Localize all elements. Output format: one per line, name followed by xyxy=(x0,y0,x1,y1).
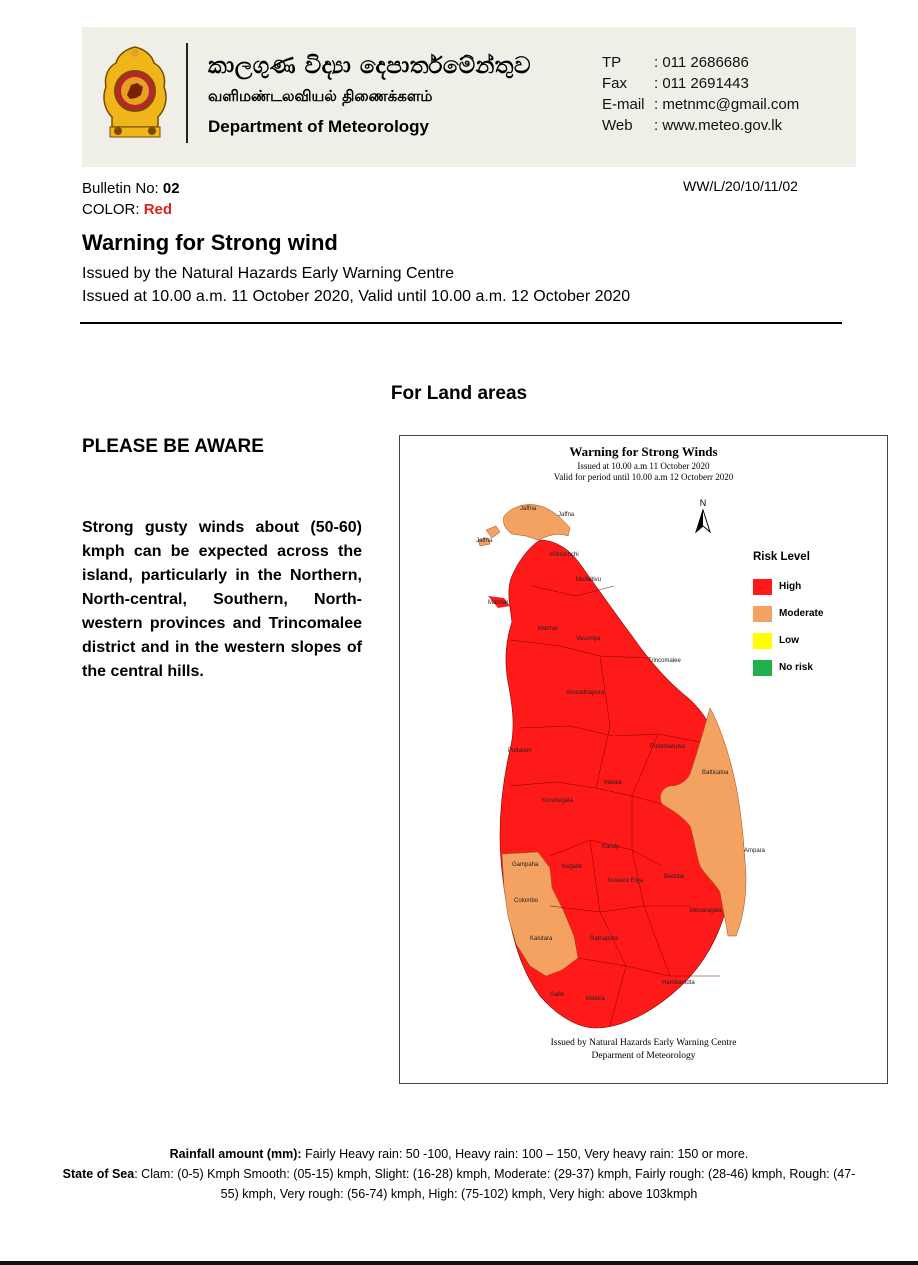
label-mullaitivu: Mullaitivu xyxy=(576,577,602,583)
contact-value[interactable]: : metnmc@gmail.com xyxy=(654,96,800,113)
legend-swatch-moderate xyxy=(753,606,772,622)
department-name-english: Department of Meteorology xyxy=(208,117,430,136)
header-divider xyxy=(186,43,188,143)
map-footer-issued-by: Issued by Natural Hazards Early Warning Centre xyxy=(550,1038,737,1048)
divider-line xyxy=(80,322,842,324)
label-colombo: Colombo xyxy=(514,898,539,904)
risk-map xyxy=(399,435,888,1084)
department-name-tamil: வளிமண்டலவியல் திணைக்களம் xyxy=(208,87,433,105)
legend-swatch-high xyxy=(753,579,772,595)
legend-item-low xyxy=(753,627,823,654)
label-badulla: Badulla xyxy=(664,874,685,880)
map-footer xyxy=(400,1037,887,1063)
bulletin-color-value: Red xyxy=(143,201,173,218)
label-monaragala: Monaragala xyxy=(690,908,722,914)
department-name-sinhala: කාලගුණ විද්‍යා දෙපාර්තමේන්තුව xyxy=(208,53,531,79)
rainfall-label: Rainfall amount (mm): xyxy=(169,1147,302,1161)
label-kegalle: Kegalle xyxy=(562,864,583,870)
north-arrow-icon xyxy=(696,498,710,532)
department-names xyxy=(208,53,531,137)
contact-value: : 011 2686686 xyxy=(654,54,749,71)
warning-title: Warning for Strong wind xyxy=(82,230,338,255)
contact-label: Fax xyxy=(602,75,628,92)
label-gampaha: Gampaha xyxy=(512,862,539,868)
rainfall-text: Fairly Heavy rain: 50 -100, Heavy rain: 100 – 150, Very heavy rain: 150 or more. xyxy=(301,1147,749,1161)
map-footer-department: Deparment of Meteorology xyxy=(591,1051,696,1061)
contact-row-fax xyxy=(602,73,799,94)
label-mannar: Mannar xyxy=(538,626,559,632)
label-vavuniya: Vavuniya xyxy=(576,636,601,642)
rainfall-info xyxy=(60,1144,858,1164)
contact-label: E-mail xyxy=(602,96,645,113)
label-ratnapura: Ratnapura xyxy=(590,936,619,942)
map-subtitle-valid: Valid for period until 10.00 a.m 12 Octoberr 2020 xyxy=(553,472,734,482)
section-heading: For Land areas xyxy=(390,383,528,404)
label-matale: Matale xyxy=(604,780,623,786)
contact-value: : 011 2691443 xyxy=(654,75,749,92)
bulletin-color-label: COLOR: xyxy=(82,201,144,218)
legend-label: Low xyxy=(779,635,799,646)
sea-state-info xyxy=(60,1164,858,1204)
label-polonnaruwa: Polonnaruwa xyxy=(650,744,686,750)
label-jaffna-2: Jaffna xyxy=(558,512,575,518)
label-kilinochchi: Kilinochchi xyxy=(550,552,579,558)
label-puttalam: Puttalam xyxy=(508,748,532,754)
label-hambantota: Hambantota xyxy=(662,980,695,986)
label-anuradhapura: Anuradhapura xyxy=(566,690,605,696)
contact-row-web xyxy=(602,115,799,136)
contact-row-tp xyxy=(602,52,799,73)
legend-item-no-risk xyxy=(753,654,823,681)
letterhead xyxy=(82,27,856,167)
contact-label: TP xyxy=(602,54,622,71)
label-nuwara-eliya: Nuwara Eliya xyxy=(608,878,644,884)
label-kalutara: Kalutara xyxy=(530,936,553,942)
page-footer xyxy=(60,1144,858,1204)
bulletin-meta xyxy=(82,178,180,220)
north-label: N xyxy=(699,498,707,508)
label-batticaloa: Batticaloa xyxy=(702,770,729,776)
warning-issued xyxy=(82,262,630,308)
legend-title: Risk Level xyxy=(753,551,810,563)
label-ampara: Ampara xyxy=(744,848,766,854)
region-jaffna xyxy=(503,504,570,540)
warning-description: Strong gusty winds about (50-60) kmph can be expected across the island, particularly in the Northern, North-central, Southern, North-western provinces and Trincomalee district and in the western slopes of the central hills. xyxy=(82,519,362,680)
issued-at: Issued at 10.00 a.m. 11 October 2020, Valid until 10.00 a.m. 12 October 2020 xyxy=(82,288,631,305)
map-title: Warning for Strong Winds xyxy=(569,444,718,459)
sri-lanka-emblem-icon xyxy=(100,43,170,141)
label-kurunegala: Kurunegala xyxy=(542,798,573,804)
sea-state-text: : Clam: (0-5) Kmph Smooth: (05-15) kmph, Slight: (16-28) kmph, Moderate: (29-37) kmph, Fairly rough: (28-46) kmph, Rough: (47-55) kmph, Very rough: (56-74) kmph, High: (75-102) kmph, Very high: above 103kmph xyxy=(134,1167,856,1201)
label-matara: Matara xyxy=(586,996,605,1002)
contact-value[interactable]: : www.meteo.gov.lk xyxy=(654,117,783,134)
label-galle: Galle xyxy=(550,992,565,998)
label-trincomalee: Trincomalee xyxy=(648,658,681,664)
legend-swatch-low xyxy=(753,633,772,649)
aware-heading: PLEASE BE AWARE xyxy=(82,436,264,457)
bulletin-color xyxy=(82,199,180,220)
sea-state-label: State of Sea xyxy=(62,1167,135,1181)
label-mannar-coast: Mannar xyxy=(488,600,509,606)
issued-by: Issued by the Natural Hazards Early Warning Centre xyxy=(82,265,455,282)
map-subtitle-issued: Issued at 10.00 a.m 11 October 2020 xyxy=(577,461,710,471)
map-legend xyxy=(753,551,823,681)
label-jaffna: Jaffna xyxy=(520,506,537,512)
contact-label: Web xyxy=(602,117,633,134)
sri-lanka-map xyxy=(400,436,887,1083)
bulletin-reference: WW/L/20/10/11/02 xyxy=(683,178,798,194)
legend-item-moderate xyxy=(753,600,823,627)
contact-details xyxy=(602,52,799,136)
bottom-border xyxy=(0,1261,918,1265)
label-kandy: Kandy xyxy=(602,844,620,850)
legend-swatch-no-risk xyxy=(753,660,772,676)
legend-label: Moderate xyxy=(779,608,824,619)
bulletin-number-label: Bulletin No: xyxy=(82,180,163,197)
legend-label: High xyxy=(779,581,802,592)
bulletin-number xyxy=(82,178,180,199)
legend-label: No risk xyxy=(779,662,813,673)
legend-item-high xyxy=(753,573,823,600)
bulletin-number-value: 02 xyxy=(162,180,180,197)
contact-row-email xyxy=(602,94,799,115)
label-jaffna-3: Jaffna xyxy=(476,538,493,544)
